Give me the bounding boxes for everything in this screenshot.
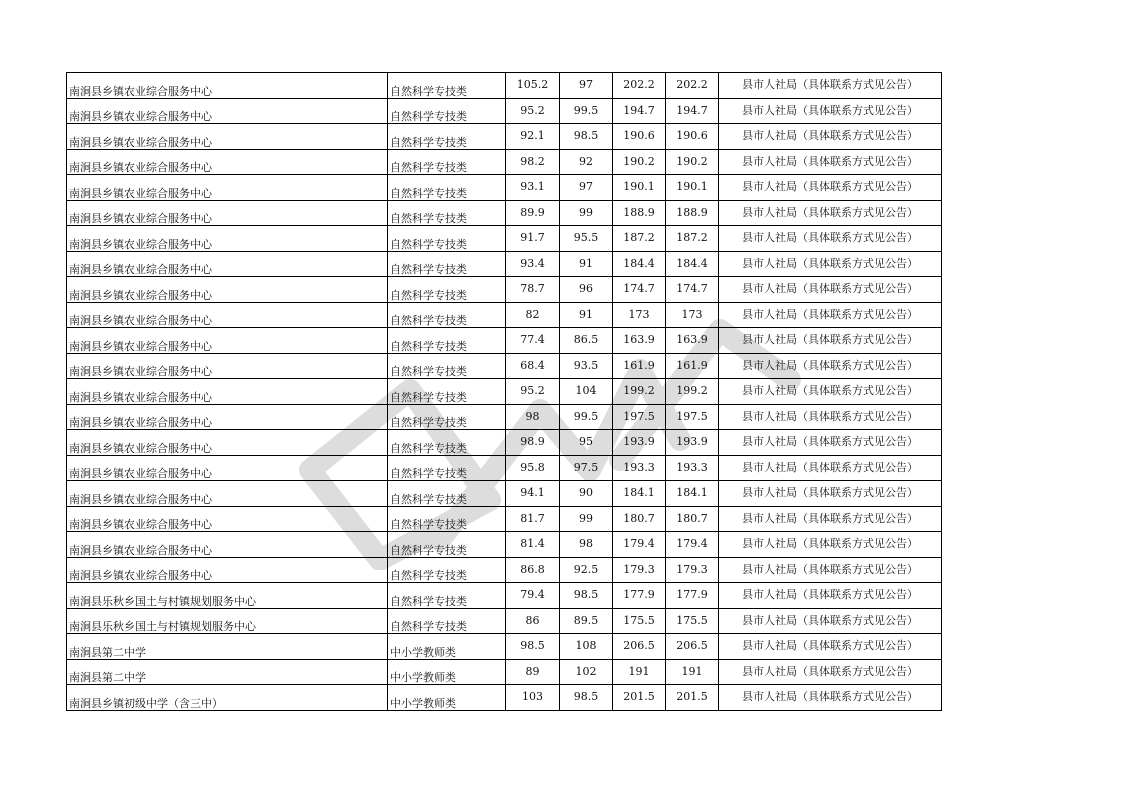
unit-cell: 南涧县第二中学 [67, 634, 388, 660]
table-row [67, 685, 942, 711]
table-row [67, 634, 942, 660]
contact-cell: 县市人社局（具体联系方式见公告） [719, 200, 942, 226]
category-cell: 自然科学专技类 [388, 481, 506, 507]
category-cell: 自然科学专技类 [388, 455, 506, 481]
unit-cell: 南涧县第二中学 [67, 659, 388, 685]
interview-score-cell: 97.5 [560, 455, 613, 481]
category-cell: 自然科学专技类 [388, 124, 506, 150]
interview-score-cell: 99 [560, 506, 613, 532]
interview-score-cell: 99 [560, 200, 613, 226]
contact-cell: 县市人社局（具体联系方式见公告） [719, 506, 942, 532]
written-score-cell: 93.4 [506, 251, 560, 277]
category-cell: 自然科学专技类 [388, 98, 506, 124]
final-score-cell: 197.5 [666, 404, 719, 430]
unit-cell: 南涧县乡镇农业综合服务中心 [67, 98, 388, 124]
interview-score-cell: 93.5 [560, 353, 613, 379]
contact-cell: 县市人社局（具体联系方式见公告） [719, 532, 942, 558]
final-score-cell: 179.4 [666, 532, 719, 558]
category-cell: 自然科学专技类 [388, 379, 506, 405]
interview-score-cell: 98.5 [560, 685, 613, 711]
table-row [67, 98, 942, 124]
category-cell: 自然科学专技类 [388, 328, 506, 354]
interview-score-cell: 97 [560, 175, 613, 201]
category-cell: 自然科学专技类 [388, 226, 506, 252]
contact-cell: 县市人社局（具体联系方式见公告） [719, 634, 942, 660]
total-score-cell: 177.9 [613, 583, 666, 609]
total-score-cell: 184.4 [613, 251, 666, 277]
written-score-cell: 98.9 [506, 430, 560, 456]
total-score-cell: 188.9 [613, 200, 666, 226]
final-score-cell: 184.1 [666, 481, 719, 507]
category-cell: 自然科学专技类 [388, 532, 506, 558]
contact-cell: 县市人社局（具体联系方式见公告） [719, 73, 942, 99]
interview-score-cell: 92.5 [560, 557, 613, 583]
total-score-cell: 174.7 [613, 277, 666, 303]
contact-cell: 县市人社局（具体联系方式见公告） [719, 353, 942, 379]
category-cell: 自然科学专技类 [388, 557, 506, 583]
unit-cell: 南涧县乡镇农业综合服务中心 [67, 379, 388, 405]
final-score-cell: 180.7 [666, 506, 719, 532]
category-cell: 中小学教师类 [388, 634, 506, 660]
unit-cell: 南涧县乡镇农业综合服务中心 [67, 328, 388, 354]
contact-cell: 县市人社局（具体联系方式见公告） [719, 277, 942, 303]
written-score-cell: 95.2 [506, 98, 560, 124]
score-table [66, 72, 942, 711]
interview-score-cell: 108 [560, 634, 613, 660]
unit-cell: 南涧县乐秋乡国土与村镇规划服务中心 [67, 583, 388, 609]
interview-score-cell: 98 [560, 532, 613, 558]
interview-score-cell: 99.5 [560, 98, 613, 124]
unit-cell: 南涧县乡镇初级中学（含三中） [67, 685, 388, 711]
category-cell: 自然科学专技类 [388, 251, 506, 277]
interview-score-cell: 90 [560, 481, 613, 507]
category-cell: 自然科学专技类 [388, 353, 506, 379]
written-score-cell: 78.7 [506, 277, 560, 303]
interview-score-cell: 99.5 [560, 404, 613, 430]
category-cell: 自然科学专技类 [388, 149, 506, 175]
total-score-cell: 180.7 [613, 506, 666, 532]
interview-score-cell: 95.5 [560, 226, 613, 252]
written-score-cell: 95.2 [506, 379, 560, 405]
total-score-cell: 191 [613, 659, 666, 685]
total-score-cell: 201.5 [613, 685, 666, 711]
interview-score-cell: 86.5 [560, 328, 613, 354]
total-score-cell: 179.3 [613, 557, 666, 583]
contact-cell: 县市人社局（具体联系方式见公告） [719, 608, 942, 634]
interview-score-cell: 102 [560, 659, 613, 685]
contact-cell: 县市人社局（具体联系方式见公告） [719, 379, 942, 405]
contact-cell: 县市人社局（具体联系方式见公告） [719, 98, 942, 124]
category-cell: 自然科学专技类 [388, 608, 506, 634]
final-score-cell: 193.9 [666, 430, 719, 456]
contact-cell: 县市人社局（具体联系方式见公告） [719, 430, 942, 456]
table-row [67, 659, 942, 685]
unit-cell: 南涧县乡镇农业综合服务中心 [67, 124, 388, 150]
total-score-cell: 184.1 [613, 481, 666, 507]
contact-cell: 县市人社局（具体联系方式见公告） [719, 175, 942, 201]
total-score-cell: 202.2 [613, 73, 666, 99]
written-score-cell: 98 [506, 404, 560, 430]
table-row [67, 251, 942, 277]
final-score-cell: 194.7 [666, 98, 719, 124]
written-score-cell: 89 [506, 659, 560, 685]
unit-cell: 南涧县乡镇农业综合服务中心 [67, 149, 388, 175]
written-score-cell: 94.1 [506, 481, 560, 507]
contact-cell: 县市人社局（具体联系方式见公告） [719, 404, 942, 430]
final-score-cell: 202.2 [666, 73, 719, 99]
written-score-cell: 103 [506, 685, 560, 711]
contact-cell: 县市人社局（具体联系方式见公告） [719, 685, 942, 711]
interview-score-cell: 91 [560, 302, 613, 328]
contact-cell: 县市人社局（具体联系方式见公告） [719, 557, 942, 583]
final-score-cell: 175.5 [666, 608, 719, 634]
unit-cell: 南涧县乡镇农业综合服务中心 [67, 302, 388, 328]
final-score-cell: 191 [666, 659, 719, 685]
final-score-cell: 193.3 [666, 455, 719, 481]
unit-cell: 南涧县乡镇农业综合服务中心 [67, 73, 388, 99]
unit-cell: 南涧县乡镇农业综合服务中心 [67, 277, 388, 303]
interview-score-cell: 98.5 [560, 124, 613, 150]
total-score-cell: 187.2 [613, 226, 666, 252]
written-score-cell: 93.1 [506, 175, 560, 201]
table-row [67, 302, 942, 328]
table-row [67, 404, 942, 430]
interview-score-cell: 95 [560, 430, 613, 456]
table-row [67, 277, 942, 303]
table-row [67, 608, 942, 634]
contact-cell: 县市人社局（具体联系方式见公告） [719, 583, 942, 609]
interview-score-cell: 98.5 [560, 583, 613, 609]
category-cell: 自然科学专技类 [388, 175, 506, 201]
final-score-cell: 173 [666, 302, 719, 328]
unit-cell: 南涧县乡镇农业综合服务中心 [67, 404, 388, 430]
table-row [67, 430, 942, 456]
written-score-cell: 68.4 [506, 353, 560, 379]
unit-cell: 南涧县乡镇农业综合服务中心 [67, 532, 388, 558]
total-score-cell: 163.9 [613, 328, 666, 354]
total-score-cell: 206.5 [613, 634, 666, 660]
total-score-cell: 190.1 [613, 175, 666, 201]
contact-cell: 县市人社局（具体联系方式见公告） [719, 251, 942, 277]
total-score-cell: 190.6 [613, 124, 666, 150]
table-row [67, 200, 942, 226]
table-row [67, 124, 942, 150]
total-score-cell: 193.9 [613, 430, 666, 456]
final-score-cell: 177.9 [666, 583, 719, 609]
table-row [67, 149, 942, 175]
interview-score-cell: 97 [560, 73, 613, 99]
written-score-cell: 77.4 [506, 328, 560, 354]
category-cell: 自然科学专技类 [388, 277, 506, 303]
written-score-cell: 79.4 [506, 583, 560, 609]
final-score-cell: 188.9 [666, 200, 719, 226]
category-cell: 自然科学专技类 [388, 583, 506, 609]
written-score-cell: 86 [506, 608, 560, 634]
category-cell: 自然科学专技类 [388, 200, 506, 226]
table-row [67, 353, 942, 379]
total-score-cell: 161.9 [613, 353, 666, 379]
total-score-cell: 193.3 [613, 455, 666, 481]
unit-cell: 南涧县乐秋乡国土与村镇规划服务中心 [67, 608, 388, 634]
final-score-cell: 163.9 [666, 328, 719, 354]
category-cell: 自然科学专技类 [388, 506, 506, 532]
contact-cell: 县市人社局（具体联系方式见公告） [719, 124, 942, 150]
table-row [67, 226, 942, 252]
total-score-cell: 197.5 [613, 404, 666, 430]
contact-cell: 县市人社局（具体联系方式见公告） [719, 455, 942, 481]
table-row [67, 455, 942, 481]
written-score-cell: 92.1 [506, 124, 560, 150]
final-score-cell: 184.4 [666, 251, 719, 277]
category-cell: 中小学教师类 [388, 659, 506, 685]
written-score-cell: 91.7 [506, 226, 560, 252]
written-score-cell: 86.8 [506, 557, 560, 583]
score-table-body [67, 73, 942, 711]
final-score-cell: 199.2 [666, 379, 719, 405]
table-row [67, 583, 942, 609]
total-score-cell: 190.2 [613, 149, 666, 175]
table-row [67, 557, 942, 583]
unit-cell: 南涧县乡镇农业综合服务中心 [67, 175, 388, 201]
written-score-cell: 81.7 [506, 506, 560, 532]
interview-score-cell: 96 [560, 277, 613, 303]
contact-cell: 县市人社局（具体联系方式见公告） [719, 481, 942, 507]
unit-cell: 南涧县乡镇农业综合服务中心 [67, 353, 388, 379]
table-row [67, 481, 942, 507]
contact-cell: 县市人社局（具体联系方式见公告） [719, 226, 942, 252]
unit-cell: 南涧县乡镇农业综合服务中心 [67, 430, 388, 456]
contact-cell: 县市人社局（具体联系方式见公告） [719, 149, 942, 175]
final-score-cell: 187.2 [666, 226, 719, 252]
written-score-cell: 105.2 [506, 73, 560, 99]
final-score-cell: 179.3 [666, 557, 719, 583]
category-cell: 中小学教师类 [388, 685, 506, 711]
table-row [67, 532, 942, 558]
written-score-cell: 89.9 [506, 200, 560, 226]
total-score-cell: 173 [613, 302, 666, 328]
written-score-cell: 98.5 [506, 634, 560, 660]
contact-cell: 县市人社局（具体联系方式见公告） [719, 659, 942, 685]
final-score-cell: 190.1 [666, 175, 719, 201]
interview-score-cell: 104 [560, 379, 613, 405]
interview-score-cell: 92 [560, 149, 613, 175]
unit-cell: 南涧县乡镇农业综合服务中心 [67, 557, 388, 583]
contact-cell: 县市人社局（具体联系方式见公告） [719, 328, 942, 354]
total-score-cell: 194.7 [613, 98, 666, 124]
table-row [67, 379, 942, 405]
final-score-cell: 161.9 [666, 353, 719, 379]
written-score-cell: 95.8 [506, 455, 560, 481]
final-score-cell: 174.7 [666, 277, 719, 303]
unit-cell: 南涧县乡镇农业综合服务中心 [67, 506, 388, 532]
table-row [67, 328, 942, 354]
total-score-cell: 199.2 [613, 379, 666, 405]
final-score-cell: 190.6 [666, 124, 719, 150]
total-score-cell: 175.5 [613, 608, 666, 634]
category-cell: 自然科学专技类 [388, 302, 506, 328]
contact-cell: 县市人社局（具体联系方式见公告） [719, 302, 942, 328]
category-cell: 自然科学专技类 [388, 73, 506, 99]
final-score-cell: 190.2 [666, 149, 719, 175]
written-score-cell: 98.2 [506, 149, 560, 175]
unit-cell: 南涧县乡镇农业综合服务中心 [67, 226, 388, 252]
written-score-cell: 82 [506, 302, 560, 328]
written-score-cell: 81.4 [506, 532, 560, 558]
table-row [67, 73, 942, 99]
interview-score-cell: 91 [560, 251, 613, 277]
total-score-cell: 179.4 [613, 532, 666, 558]
unit-cell: 南涧县乡镇农业综合服务中心 [67, 251, 388, 277]
final-score-cell: 206.5 [666, 634, 719, 660]
final-score-cell: 201.5 [666, 685, 719, 711]
unit-cell: 南涧县乡镇农业综合服务中心 [67, 481, 388, 507]
unit-cell: 南涧县乡镇农业综合服务中心 [67, 455, 388, 481]
table-row [67, 175, 942, 201]
category-cell: 自然科学专技类 [388, 404, 506, 430]
unit-cell: 南涧县乡镇农业综合服务中心 [67, 200, 388, 226]
table-row [67, 506, 942, 532]
interview-score-cell: 89.5 [560, 608, 613, 634]
category-cell: 自然科学专技类 [388, 430, 506, 456]
